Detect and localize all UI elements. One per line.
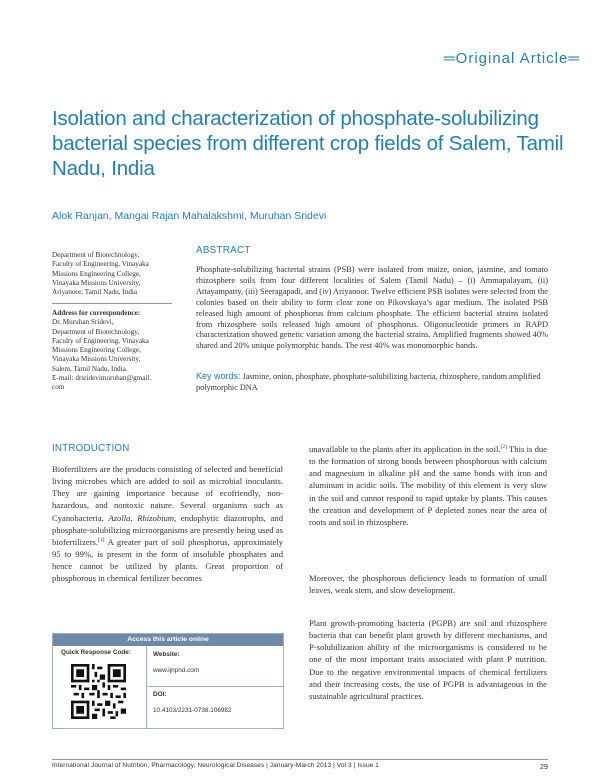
footer-divider xyxy=(52,759,548,760)
correspondence-line: Missions Engineering College, xyxy=(52,346,141,355)
website-label: Website: xyxy=(153,651,180,658)
keywords-text: Jasmine, onion, phosphate, phosphate-solubilizing bacteria, rhizosphere, random amplified polymorphic DNA xyxy=(196,372,541,392)
access-box-heading: Access this article online xyxy=(53,634,283,646)
intro-right-paragraph-3: Plant growth-promoting bacteria (PGPB) are soil and rhizosphere bacteria that can benefit plant growth by different mechanisms, and P-solubilization ability of the microorganisms is considered to be one of the most important traits associated with plant P nutrition. Due to the negative environmental impacts of chemical fertilizers and their increasing costs, the use of PGPB is advantageous in the sustainable agricultural practices. xyxy=(309,618,547,701)
affiliation xyxy=(52,251,177,297)
abstract-heading: ABSTRACT xyxy=(196,245,251,256)
correspondence-email[interactable]: E-mail: drsridevimuruhan@gmail. xyxy=(52,374,152,383)
abstract-text: Phosphate-solubilizing bacterial strains (PSB) were isolated from maize, onion, jasmine, and tomato rhizosphere soils from four different localities of Salem (Tamil Nadu) – (i) Ammapalayam, (ii) Attayampatty, (iii) Seeragapadi, and (iv) Ariyanoor. Twelve efficient PSB isolates were selected from the colonies based on their ability to form clear zone on Pikovskaya’s agar medium. The isolated PSB released high amount of phosphorus from calcium phosphate. The efficient bacterial strains isolated from rhizosphere soils released high amount of phosphorus. Oligonucleotide primers in RAPD characterization showed genetic variation among the bacterial strains. Amplified fragments showed 40% shared and 20% unique polymorphic bands. The rest 40% was monomorphic bands. xyxy=(196,265,548,351)
affiliation-line: Missions Engineering College, xyxy=(52,269,141,278)
correspondence-block xyxy=(52,309,177,393)
journal-footer: International Journal of Nutrition, Pharmacology, Neurological Diseases | January-March 2013 | Vol 3 | Issue 1 xyxy=(52,762,380,769)
author-list: Alok Ranjan, Mangai Rajan Mahalakshmi, Muruhan Sridevi xyxy=(52,210,327,222)
intro-left-paragraph: Biofertilizers are the products consisting of selected and beneficial living microbes which are added to soil as microbial inoculants. They are gaining importance because of ecofriendly, non-hazardous, and nontoxic nature. Several organisms such as Cyanobacteria, Azolla, Rhizobium, endophytic diazotrophs, and phosphate-solubilizing microorganisms are presently being used as biofertilizers.[1] A greater part of soil phosphorus, approximately 95 to 99%, is present in the form of insoluble phosphates and hence cannot be utilized by plants. Great proportion of phosphorous in chemical fertilizer becomes xyxy=(52,464,284,584)
term-azolla: Azolla xyxy=(108,512,131,523)
reference-link[interactable]: [1] xyxy=(98,537,105,544)
page-number: 29 xyxy=(539,762,548,771)
introduction-heading: INTRODUCTION xyxy=(52,443,130,454)
qr-code-icon[interactable] xyxy=(71,664,126,719)
intro-right-paragraph-2: Moreover, the phosphorous deficiency leads to formation of small leaves, weak stem, and slow development. xyxy=(309,573,547,596)
article-title: Isolation and characterization of phosphate-solubilizing bacterial species from different crop fields of Salem, Tamil Nadu, India xyxy=(52,107,564,180)
reference-link[interactable]: [2] xyxy=(500,444,507,451)
doi-label: DOI: xyxy=(153,691,167,698)
correspondence-line: Department of Biotechnology, xyxy=(52,327,140,336)
correspondence-line: Vinayaka Missions University, xyxy=(52,355,141,364)
correspondence-email-end: com xyxy=(52,383,65,392)
keywords xyxy=(196,371,548,394)
access-article-box xyxy=(52,633,284,729)
website-link[interactable]: www.ijnpnd.com xyxy=(153,667,200,674)
correspondence-line: Salem, Tamil Nadu, India. xyxy=(52,364,128,373)
correspondence-label: Address for correspondence: xyxy=(52,309,141,317)
access-box-divider xyxy=(146,646,147,728)
correspondence-line: Dr. Muruhan Sridevi, xyxy=(52,318,114,327)
affiliation-divider xyxy=(52,303,172,304)
intro-right-paragraph-1: unavailable to the plants after its application in the soil.[2] This is due to the formation of strong bonds between phosphorous with calcium and magnesium in alkaline pH and the same bonds with iron and aluminum in acidic soils. The mobility of this element is very slow in the soil and cannot respond to rapid uptake by plants. This causes the creation and development of P depleted zones near the area of roots and soil in rhizosphere. xyxy=(309,444,547,527)
access-box-divider xyxy=(146,686,283,687)
correspondence-line: Faculty of Engineering, Vinayaka xyxy=(52,336,149,345)
affiliation-line: Ariyanoor, Tamil Nadu, India xyxy=(52,288,138,297)
doi-link[interactable]: 10.4103/2231-0738.106982 xyxy=(153,707,232,714)
affiliation-line: Vinayaka Missions University, xyxy=(52,278,141,287)
keywords-label: Key words: xyxy=(196,371,241,381)
qr-label: Quick Response Code: xyxy=(61,649,131,656)
term-rhizobium: Rhizobium xyxy=(137,512,175,523)
affiliation-line: Department of Biotechnology, xyxy=(52,251,140,259)
affiliation-line: Faculty of Engineering, Vinayaka xyxy=(52,260,149,269)
section-tag: ═Original Article═ xyxy=(444,50,580,67)
